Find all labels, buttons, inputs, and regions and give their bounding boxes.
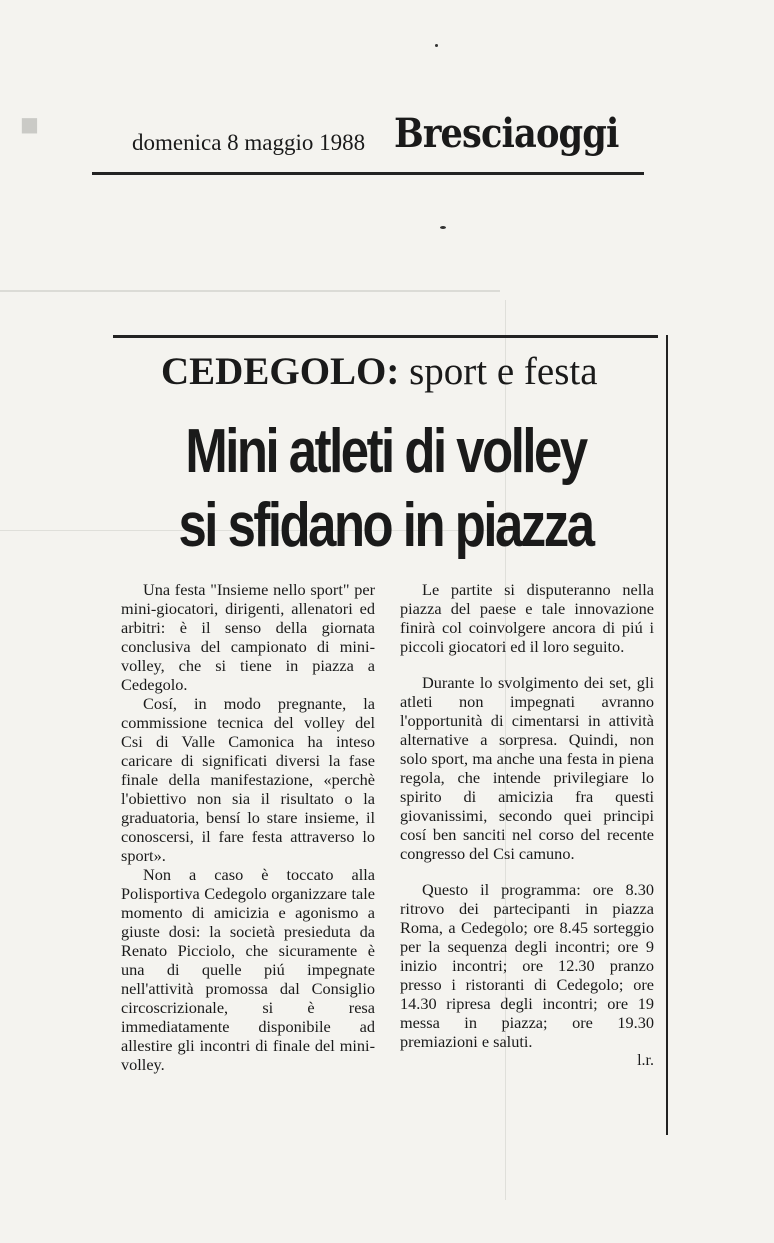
newspaper-logo: Bresciaoggi [394, 110, 619, 157]
kicker-topic: sport e festa [409, 350, 598, 393]
masthead-rule [92, 172, 644, 175]
author-initials: l.r. [637, 1052, 654, 1069]
body-column-left [121, 580, 375, 1074]
headline-line-2: si sfidano in piazza [178, 491, 593, 560]
body-column-right [400, 580, 654, 1070]
kicker-place: CEDEGOLO: [161, 350, 400, 393]
bleed-through-rule [0, 290, 500, 292]
paragraph: Non a caso è toccato alla Polisportiva Cedegolo organizzare tale momento di amicizia e agonismo a giuste dosi: la società presieduta da Renato Picciolo, che sicuramente è una di quelle piú impegnate nell'attività promossa dal Consiglio circoscrizionale, si è resa immediatamente disponibile ad allestire gli incontri di finale del mini-volley. [121, 865, 375, 1074]
issue-date: domenica 8 maggio 1988 [132, 130, 366, 155]
kicker [161, 349, 598, 394]
headline [113, 415, 658, 563]
article [113, 335, 668, 1145]
article-top-rule [113, 335, 658, 338]
bleed-through-text: ■ [20, 112, 39, 136]
masthead [92, 100, 644, 180]
speck [435, 44, 438, 47]
paragraph: Questo il programma: ore 8.30 ritrovo dei partecipanti in piazza Roma, a Cedegolo; ore 8.45 sorteggio per la sequenza degli incontri; ore 9 inizio incontri; ore 12.30 pranzo presso i ristoranti di Cedegolo; ore 14.30 ripresa degli incontri; ore 19 messa in piazza; ore 19.30 premiazioni e saluti. [400, 880, 654, 1051]
paragraph: Una festa "Insieme nello sport" per mini-giocatori, dirigenti, allenatori ed arbitri: è il senso della giornata conclusiva del campionato di mini-volley, che si tiene in piazza a Cedegolo. [121, 580, 375, 694]
headline-line-1: Mini atleti di volley [185, 417, 586, 486]
paragraph: Cosí, in modo pregnante, la commissione tecnica del volley del Csi di Valle Camonica ha inteso caricare di significati diversi la fase finale della manifestazione, «perchè l'obiettivo non sia il risultato o la graduatoria, bensí lo stare insieme, il conoscersi, il fare festa attraverso lo sport». [121, 694, 375, 865]
article-right-rule [666, 335, 668, 1135]
paragraph: Le partite si disputeranno nella piazza del paese e tale innovazione finirà col coinvolgere ancora di piú i piccoli giocatori ed il loro seguito. [400, 580, 654, 656]
paragraph: Durante lo svolgimento dei set, gli atleti non impegnati avranno l'opportunità di cimentarsi in attività alternative a sorpresa. Quindi, non solo sport, ma anche una festa in piena regola, che intende privilegiare lo spirito di amicizia fra questi giovanissimi, secondo quei principi cosí ben sanciti nel corso del recente congresso del Csi camuno. [400, 673, 654, 863]
speck [440, 226, 446, 229]
